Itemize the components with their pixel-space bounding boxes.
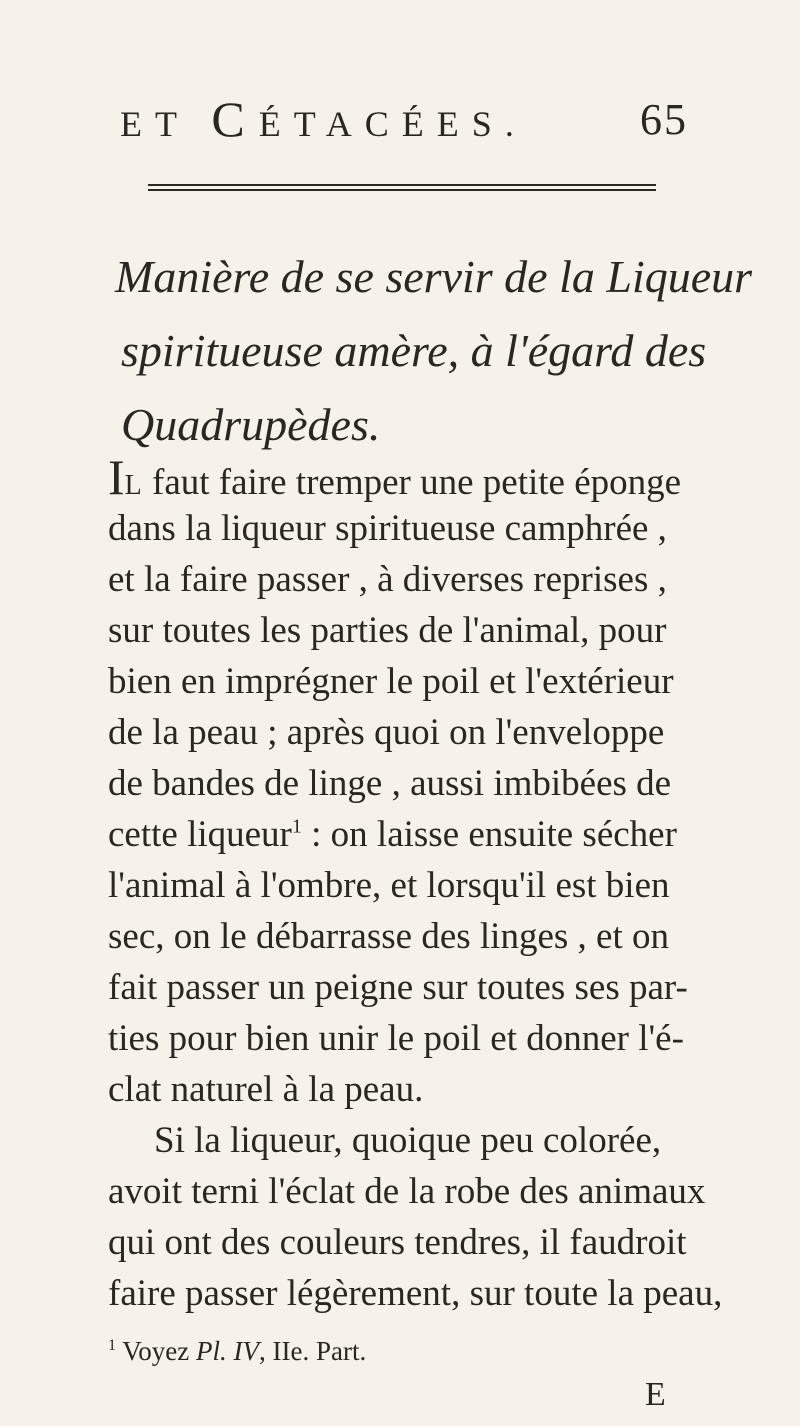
- body-line-13: clat naturel à la peau.: [108, 1069, 424, 1110]
- body-line-10: sec, on le débarrasse des linges , et on: [108, 916, 669, 957]
- signature-mark: E: [645, 1376, 666, 1413]
- running-head: [0, 90, 800, 150]
- line-text: cette liqueur: [108, 814, 292, 855]
- body-line-1: [108, 449, 748, 505]
- section-title: [115, 240, 753, 462]
- body-line-12: ties pour bien unir le poil et donner l'é-: [108, 1018, 684, 1059]
- running-head-title: [120, 90, 527, 148]
- rh-letter-e: E: [120, 104, 155, 144]
- ornamental-rule: [148, 183, 656, 192]
- body-line-9: l'animal à l'ombre, et lorsqu'il est bien: [108, 865, 670, 906]
- section-title-line-3: Quadrupèdes.: [121, 399, 381, 450]
- section-title-line-1: Manière de se servir de la Liqueur: [115, 251, 753, 302]
- body-line-7: de bandes de linge , aussi imbibées de: [108, 763, 672, 804]
- body-line-2: dans la liqueur spiritueuse camphrée ,: [108, 508, 667, 549]
- body-line-3: et la faire passer , à diverses reprises ,: [108, 559, 667, 600]
- page-number: 65: [640, 95, 688, 144]
- section-title-line-2: spiritueuse amère, à l'égard des: [121, 325, 707, 376]
- body-line-5: bien en imprégner le poil et l'extérieur: [108, 661, 674, 702]
- line-text: faut faire tremper une petite éponge: [152, 462, 682, 503]
- footnote: [108, 1336, 366, 1367]
- body-line-8: [108, 809, 748, 860]
- footnote-prefix: Voyez: [122, 1336, 190, 1366]
- body-line-16: qui ont des couleurs tendres, il faudroit: [108, 1222, 687, 1263]
- footnote-suffix: , IIe. Part.: [259, 1336, 367, 1366]
- rh-letter-t: T: [155, 104, 190, 144]
- drop-cap: I: [108, 449, 125, 505]
- body-line-6: de la peau ; après quoi on l'enveloppe: [108, 712, 665, 753]
- body-line-11: fait passer un peigne sur toutes ses par-: [108, 967, 688, 1008]
- line-text: : on laisse ensuite sécher: [311, 814, 677, 855]
- body-line-15: avoit terni l'éclat de la robe des animaux: [108, 1171, 706, 1212]
- body-line-14: Si la liqueur, quoique peu colorée,: [154, 1120, 662, 1161]
- rh-title-rest: ÉTACÉES.: [258, 104, 527, 144]
- drop-cap-rest: L: [124, 470, 143, 501]
- footnote-mark: 1: [108, 1337, 116, 1354]
- footnote-plate: Pl. IV: [196, 1336, 259, 1366]
- body-text: [108, 449, 748, 1319]
- body-line-17: faire passer légèrement, sur toute la peau,: [108, 1273, 723, 1314]
- footnote-reference: 1: [291, 815, 302, 838]
- rh-letter-c: C: [211, 91, 259, 147]
- body-line-4: sur toutes les parties de l'animal, pour: [108, 610, 667, 651]
